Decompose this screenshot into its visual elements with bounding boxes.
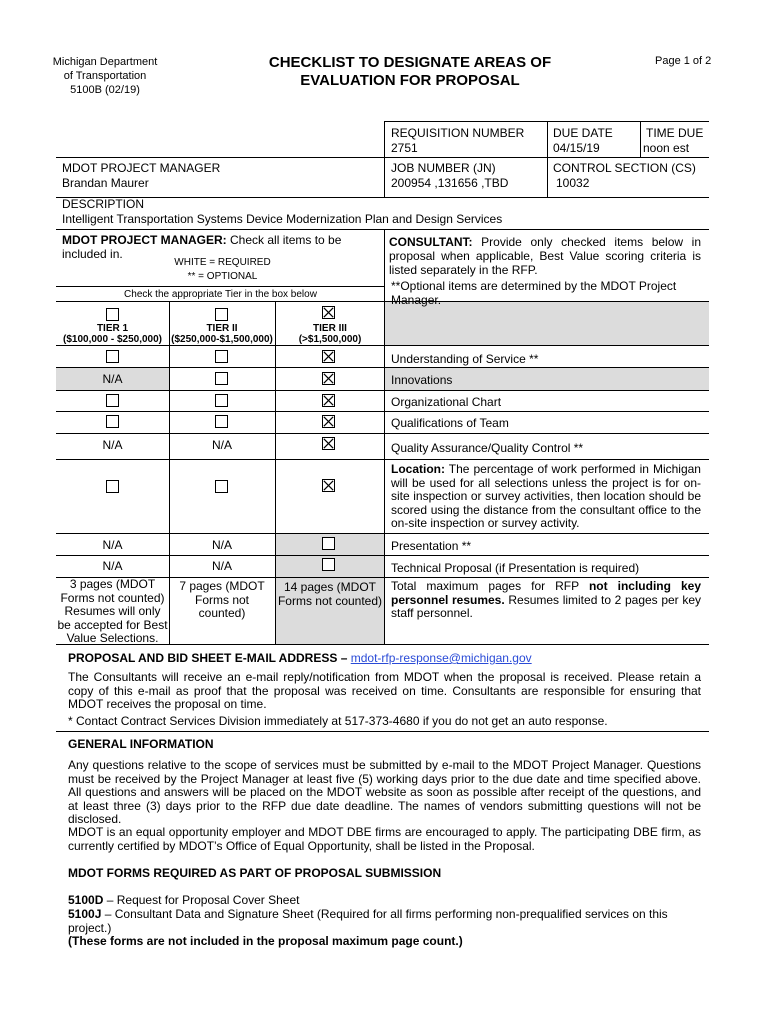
tier3-name: TIER III [313, 323, 347, 334]
row5-tier1-na: N/A [102, 438, 123, 452]
form-5100j [68, 907, 708, 935]
email-heading-text: PROPOSAL AND BID SHEET E-MAIL ADDRESS – [68, 651, 348, 665]
row3-tier3-checkbox[interactable] [322, 394, 335, 407]
rfp-email-link[interactable]: mdot-rfp-response@michigan.gov [350, 651, 532, 665]
time-due-label: TIME DUE [646, 126, 704, 140]
page-limit-text-a: Total maximum pages for RFP [391, 579, 579, 593]
due-date-value: 04/15/19 [553, 141, 600, 155]
general-info-paragraph2: MDOT is an equal opportunity employer and MDOT DBE firms are encouraged to apply. The participating DBE firm, as currently certified by MDOT’s Office of Equal Opportunity, shall be listed in the Proposal. [68, 825, 701, 853]
dept-line2: of Transportation [63, 70, 147, 82]
pm-instruction-text: Check all items to be included in. [62, 233, 342, 261]
requisition-label: REQUISITION NUMBER [391, 126, 525, 140]
row8-tier1-na: N/A [102, 559, 123, 573]
row5-label: Quality Assurance/Quality Control ** [391, 441, 584, 455]
row6-label-text: The percentage of work performed in Michigan will be used for all selections unless the project is for on-site inspection or survey activities, then location should be scored using the distance from the consultant office to the on-site inspection or survey activity. [391, 462, 701, 530]
email-body: The Consultants will receive an e-mail reply/notification from MDOT when the proposal is received. Please retain a copy of this e-mail as proof that the proposal was received on time. Consultants are responsible for ensuring that MDOT receives the proposal on time. [68, 670, 701, 711]
dept-line1: Michigan Department [52, 56, 158, 68]
tier2-page-limit: 7 pages (MDOT Forms not counted) [179, 579, 265, 620]
job-number-label: JOB NUMBER (JN) [391, 161, 496, 175]
consultant-instruction [389, 235, 701, 277]
job-number-value: 200954 ,131656 ,TBD [391, 176, 509, 190]
row6-tier2-checkbox[interactable] [215, 480, 228, 493]
tier3-range: (>$1,500,000) [298, 334, 362, 345]
page-title [230, 54, 590, 90]
tier2-name: TIER II [206, 323, 238, 334]
row1-label: Understanding of Service ** [391, 352, 539, 366]
tier2-checkbox[interactable] [215, 308, 228, 321]
row3-tier1-checkbox[interactable] [106, 394, 119, 407]
row6-label [391, 463, 701, 531]
tier1-checkbox[interactable] [106, 308, 119, 321]
tier1-label [56, 323, 169, 345]
row2-tier3-checkbox[interactable] [322, 372, 335, 385]
row3-label: Organizational Chart [391, 395, 502, 409]
row6-tier3-checkbox[interactable] [322, 479, 335, 492]
row6-label-heading: Location: [391, 462, 445, 476]
title-line1: CHECKLIST TO DESIGNATE AREAS OF [268, 54, 552, 71]
department-name [50, 55, 160, 97]
row4-tier2-checkbox[interactable] [215, 415, 228, 428]
project-manager-label: MDOT PROJECT MANAGER [62, 161, 221, 175]
row8-tier2-na: N/A [211, 559, 232, 573]
row4-label: Qualifications of Team [391, 416, 509, 430]
email-section-heading [68, 651, 532, 665]
row2-tier1-na: N/A [102, 372, 123, 386]
form-5100d-text: – Request for Proposal Cover Sheet [106, 893, 300, 907]
row3-tier2-checkbox[interactable] [215, 394, 228, 407]
pm-instruction-heading: MDOT PROJECT MANAGER: [62, 233, 227, 247]
row7-tier3-checkbox[interactable] [322, 537, 335, 550]
form-5100d-code: 5100D [68, 893, 104, 907]
consultant-heading: CONSULTANT: [389, 235, 473, 249]
row8-label: Technical Proposal (if Presentation is required) [391, 561, 640, 575]
email-contact-note: * Contact Contract Services Division immediately at 517-373-4680 if you do not get an auto response. [68, 714, 608, 728]
description-label: DESCRIPTION [62, 197, 145, 211]
page-limit-text-b: not including key personnel resumes. [391, 579, 701, 607]
project-manager-value: Brandan Maurer [62, 176, 149, 190]
tier1-page-limit: 3 pages (MDOT Forms not counted) Resumes will only be accepted for Best Value Selections. [57, 577, 168, 645]
row6-tier1-checkbox[interactable] [106, 480, 119, 493]
row4-tier1-checkbox[interactable] [106, 415, 119, 428]
page-limit-description [391, 580, 701, 621]
row2-label: Innovations [391, 373, 453, 387]
page-limit-text-c: Resumes limited to 2 pages per key staff personnel. [391, 592, 701, 620]
forms-heading: MDOT FORMS REQUIRED AS PART OF PROPOSAL SUBMISSION [68, 866, 442, 880]
general-info-heading: GENERAL INFORMATION [68, 737, 214, 751]
title-line2: EVALUATION FOR PROPOSAL [300, 72, 520, 89]
requisition-value: 2751 [391, 141, 418, 155]
row7-tier2-na: N/A [211, 538, 232, 552]
consultant-text: Provide only checked items below in proposal when applicable, Best Value scoring criteria is listed separately in the RFP. [389, 235, 701, 277]
form-5100d [68, 893, 300, 907]
row5-tier3-checkbox[interactable] [322, 437, 335, 450]
tier3-page-limit: 14 pages (MDOT Forms not counted) [277, 580, 383, 608]
row4-tier3-checkbox[interactable] [322, 415, 335, 428]
time-due-value: noon est [643, 141, 690, 155]
tier2-label [169, 323, 275, 345]
row1-tier2-checkbox[interactable] [215, 350, 228, 363]
tier1-name: TIER 1 [96, 323, 129, 334]
form-5100j-text: – Consultant Data and Signature Sheet (Required for all firms performing non-prequalified services on this project.) [68, 907, 668, 935]
row1-tier3-checkbox[interactable] [322, 350, 335, 363]
optional-note: ** = OPTIONAL [187, 271, 258, 282]
optional-items-note: **Optional items are determined by the MDOT Project Manager. [391, 279, 677, 307]
form-5100j-code: 5100J [68, 907, 102, 921]
row1-tier1-checkbox[interactable] [106, 350, 119, 363]
control-section-value: 10032 [556, 176, 590, 190]
tier-instruction: Check the appropriate Tier in the box below [124, 289, 317, 300]
general-info-paragraph1: Any questions relative to the scope of services must be submitted by e-mail to the MDOT Project Manager. Questions must be received by the Project Manager at least five (5) working days prior to the due date and time specified above. All questions and answers will be placed on the MDOT website as soon as possible after receipt of the questions, and at least three (3) days prior to the RFP due date deadline. The names of vendors submitting questions will not be disclosed. [68, 758, 701, 826]
form-code: 5100B (02/19) [70, 84, 140, 96]
tier1-range: ($100,000 - $250,000) [63, 334, 162, 345]
row5-tier2-na: N/A [211, 438, 232, 452]
row7-tier1-na: N/A [102, 538, 123, 552]
due-date-label: DUE DATE [553, 126, 613, 140]
control-section-label: CONTROL SECTION (CS) [553, 161, 696, 175]
tier3-checkbox[interactable] [322, 306, 335, 319]
forms-note: (These forms are not included in the proposal maximum page count.) [68, 934, 463, 948]
row8-tier3-checkbox[interactable] [322, 558, 335, 571]
row2-tier2-checkbox[interactable] [215, 372, 228, 385]
row7-label: Presentation ** [391, 539, 472, 553]
white-required-note: WHITE = REQUIRED [174, 257, 271, 268]
page-number: Page 1 of 2 [655, 55, 712, 67]
tier2-range: ($250,000-$1,500,000) [171, 334, 273, 345]
description-value: Intelligent Transportation Systems Device Modernization Plan and Design Services [62, 212, 503, 226]
tier3-label [275, 323, 385, 345]
